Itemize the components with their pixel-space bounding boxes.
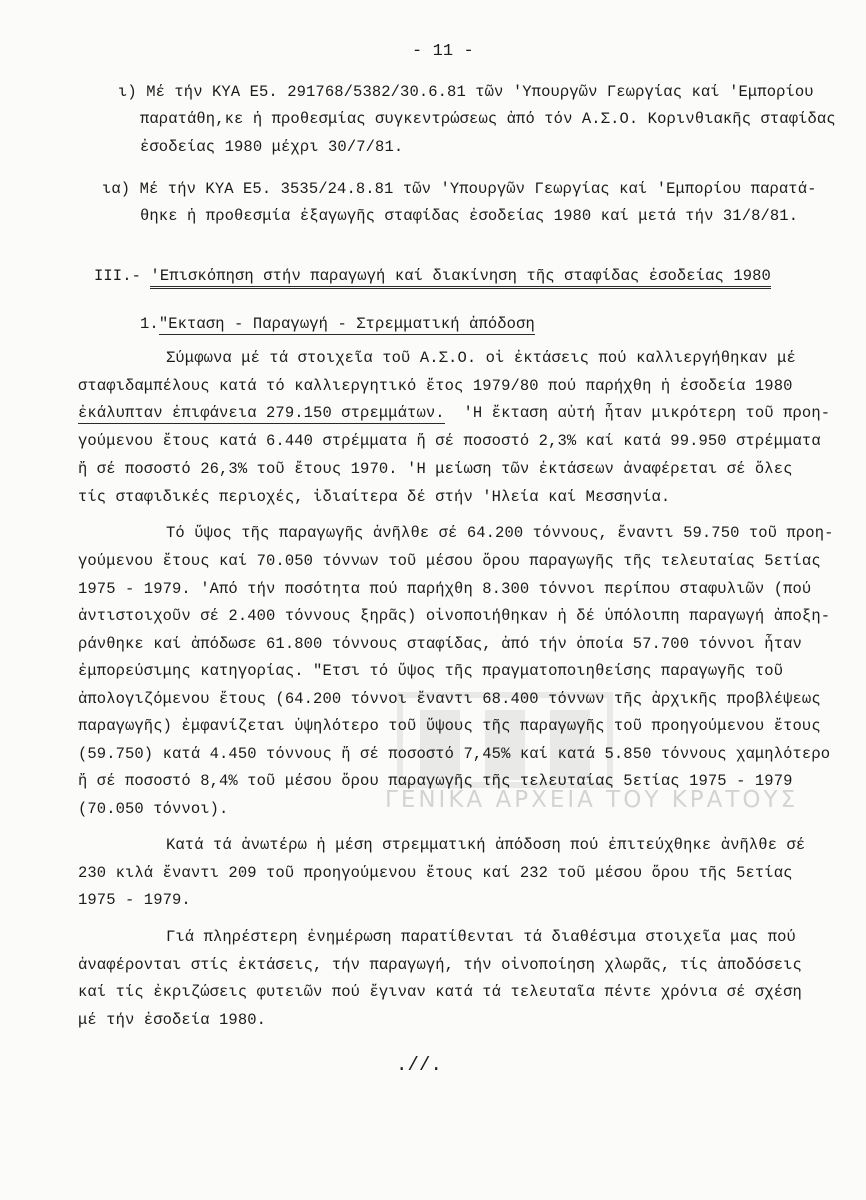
paragraph-2-line-11: (70.050 τόννοι). [78,800,229,818]
item-ia-line-2: θηκε ἡ προθεσμία ἐξαγωγῆς σταφίδας ἐσοδείας 1980 καί μετά τήν 31/8/81. [140,207,799,225]
item-ia-line-1: ια) Μέ τήν ΚΥΑ Ε5. 3535/24.8.81 τῶν 'Υπουργῶν Γεωργίας καί 'Εμπορίου παρατά- [102,180,817,198]
paragraph-2-line-9: (59.750) κατά 4.450 τόννους ἤ σέ ποσοστό 7,45% καί κατά 5.850 τόννους χαμηλότερο [78,745,831,763]
paragraph-4-line-4: μέ τήν ἐσοδεία 1980. [78,1011,267,1029]
item-i-line-3: ἐσοδείας 1980 μέχρι 30/7/81. [140,138,404,156]
paragraph-1-line-6: τίς σταφιδικές περιοχές, ἰδιαίτερα δέ στήν 'Ηλεία καί Μεσσηνία. [78,488,671,506]
archive-watermark-text: ΓΕΝΙΚΑ ΑΡΧΕΙΑ ΤΟΥ ΚΡΑΤΟΥΣ [385,787,799,813]
paragraph-1-line-5: ἤ σέ ποσοστό 26,3% τοῦ ἔτους 1970. 'Η μείωση τῶν ἐκτάσεων ἀναφέρεται σέ ὅλες [78,460,793,478]
paragraph-1-line-1: Σύμφωνα μέ τά στοιχεῖα τοῦ Α.Σ.Ο. οἱ ἐκτάσεις πού καλλιεργήθηκαν μέ [166,349,796,367]
paragraph-2-line-8: παραγωγῆς) ἐμφανίζεται ὑψηλότερο τοῦ ὕψους τῆς παραγωγῆς τοῦ προηγούμενου ἔτους [78,717,821,735]
paragraph-4-line-2: ἀναφέρονται στίς ἐκτάσεις, τήν παραγωγή, τήν οἰνοποίηση χλωρᾶς, τίς ἀποδόσεις [78,956,802,974]
page-number: - 11 - [412,42,474,61]
paragraph-4-line-3: καί τίς ἐκριζώσεις φυτειῶν πού ἔγιναν κατά τά τελευταῖα πέντε χρόνια σέ σχέση [78,983,802,1001]
paragraph-1-line-3-rest: 'Η ἔκταση αὐτή ἦταν μικρότερη τοῦ προη- [454,404,831,422]
paragraph-3-line-3: 1975 - 1979. [78,891,191,909]
item-i-line-2: παρατάθη,κε ἡ προθεσμίας συγκεντρώσεως ἀπό τόν Α.Σ.Ο. Κορινθιακῆς σταφίδας [140,110,836,128]
subsection-heading [140,314,535,334]
paragraph-2-line-2: γούμενου ἔτους καί 70.050 τόννων τοῦ μέσου ὅρου παραγωγῆς τῆς τελευταίας 5ετίας [78,552,821,570]
paragraph-2-line-1: Τό ὕψος τῆς παραγωγῆς ἀνῆλθε σέ 64.200 τόννους, ἔναντι 59.750 τοῦ προη- [166,524,834,542]
paragraph-1-line-4: γούμενου ἔτους κατά 6.440 στρέμματα ἤ σέ ποσοστό 2,3% καί κατά 99.950 στρέμματα [78,432,821,450]
underlined-area-phrase: ἐκάλυπταν ἐπιφάνεια 279.150 στρεμμάτων. [78,404,445,422]
paragraph-4-line-1: Γιά πληρέστερη ἐνημέρωση παρατίθενται τά διαθέσιμα στοιχεῖα μας πού [166,928,796,946]
paragraph-2-line-6: ἐμπορεύσιμης κατηγορίας. "Ετσι τό ὕψος τῆς πραγματοποιηθείσης παραγωγῆς τοῦ [78,662,784,680]
paragraph-1-line-2: σταφιδαμπέλους κατά τό καλλιεργητικό ἔτος 1979/80 πού παρήχθη ἡ ἐσοδεία 1980 [78,377,793,395]
section-title: 'Επισκόπηση στήν παραγωγή καί διακίνηση τῆς σταφίδας ἐσοδείας 1980 [150,267,771,289]
paragraph-2-line-3: 1975 - 1979. 'Από τήν ποσότητα πού παρήχθη 8.300 τόννοι περίπου σταφυλιῶν (πού [78,580,812,598]
subsection-title: "Εκταση - Παραγωγή - Στρεμματική ἀπόδοση [158,315,535,333]
paragraph-2-line-7: ἀπολογιζόμενου ἔτους (64.200 τόννοι ἔναντι 68.400 τόννων τῆς ἀρχικῆς προβλέψεως [78,690,821,708]
section-heading [94,266,771,286]
paragraph-2-line-4: ἀντιστοιχοῦν σέ 2.400 τόννους ξηρᾶς) οἰνοποιήθηκαν ἡ δέ ὑπόλοιπη παραγωγή ἀποξη- [78,607,831,625]
item-i-line-1: ι) Μέ τήν ΚΥΑ Ε5. 291768/5382/30.6.81 τῶν 'Υπουργῶν Γεωργίας καί 'Εμπορίου [118,83,814,101]
paragraph-2-line-10: ἤ σέ ποσοστό 8,4% τοῦ μέσου ὅρου παραγωγῆς τῆς τελευταίας 5ετίας 1975 - 1979 [78,772,793,790]
subsection-number: 1. [140,315,159,333]
end-mark: .//. [396,1054,443,1076]
paragraph-2-line-5: ράνθηκε καί ἀπόδωσε 61.800 τόννους σταφίδας, ἀπό τήν ὁποία 57.700 τόννοι ἦταν [78,635,802,653]
paragraph-3-line-2: 230 κιλά ἔναντι 209 τοῦ προηγούμενου ἔτους καί 232 τοῦ μέσου ὅρου τῆς 5ετίας [78,864,793,882]
paragraph-3-line-1: Κατά τά ἀνωτέρω ἡ μέση στρεμματική ἀπόδοση πού ἐπιτεύχθηκε ἀνῆλθε σέ [166,836,806,854]
section-number: III.- [94,267,142,285]
paragraph-1-line-3 [78,403,830,423]
